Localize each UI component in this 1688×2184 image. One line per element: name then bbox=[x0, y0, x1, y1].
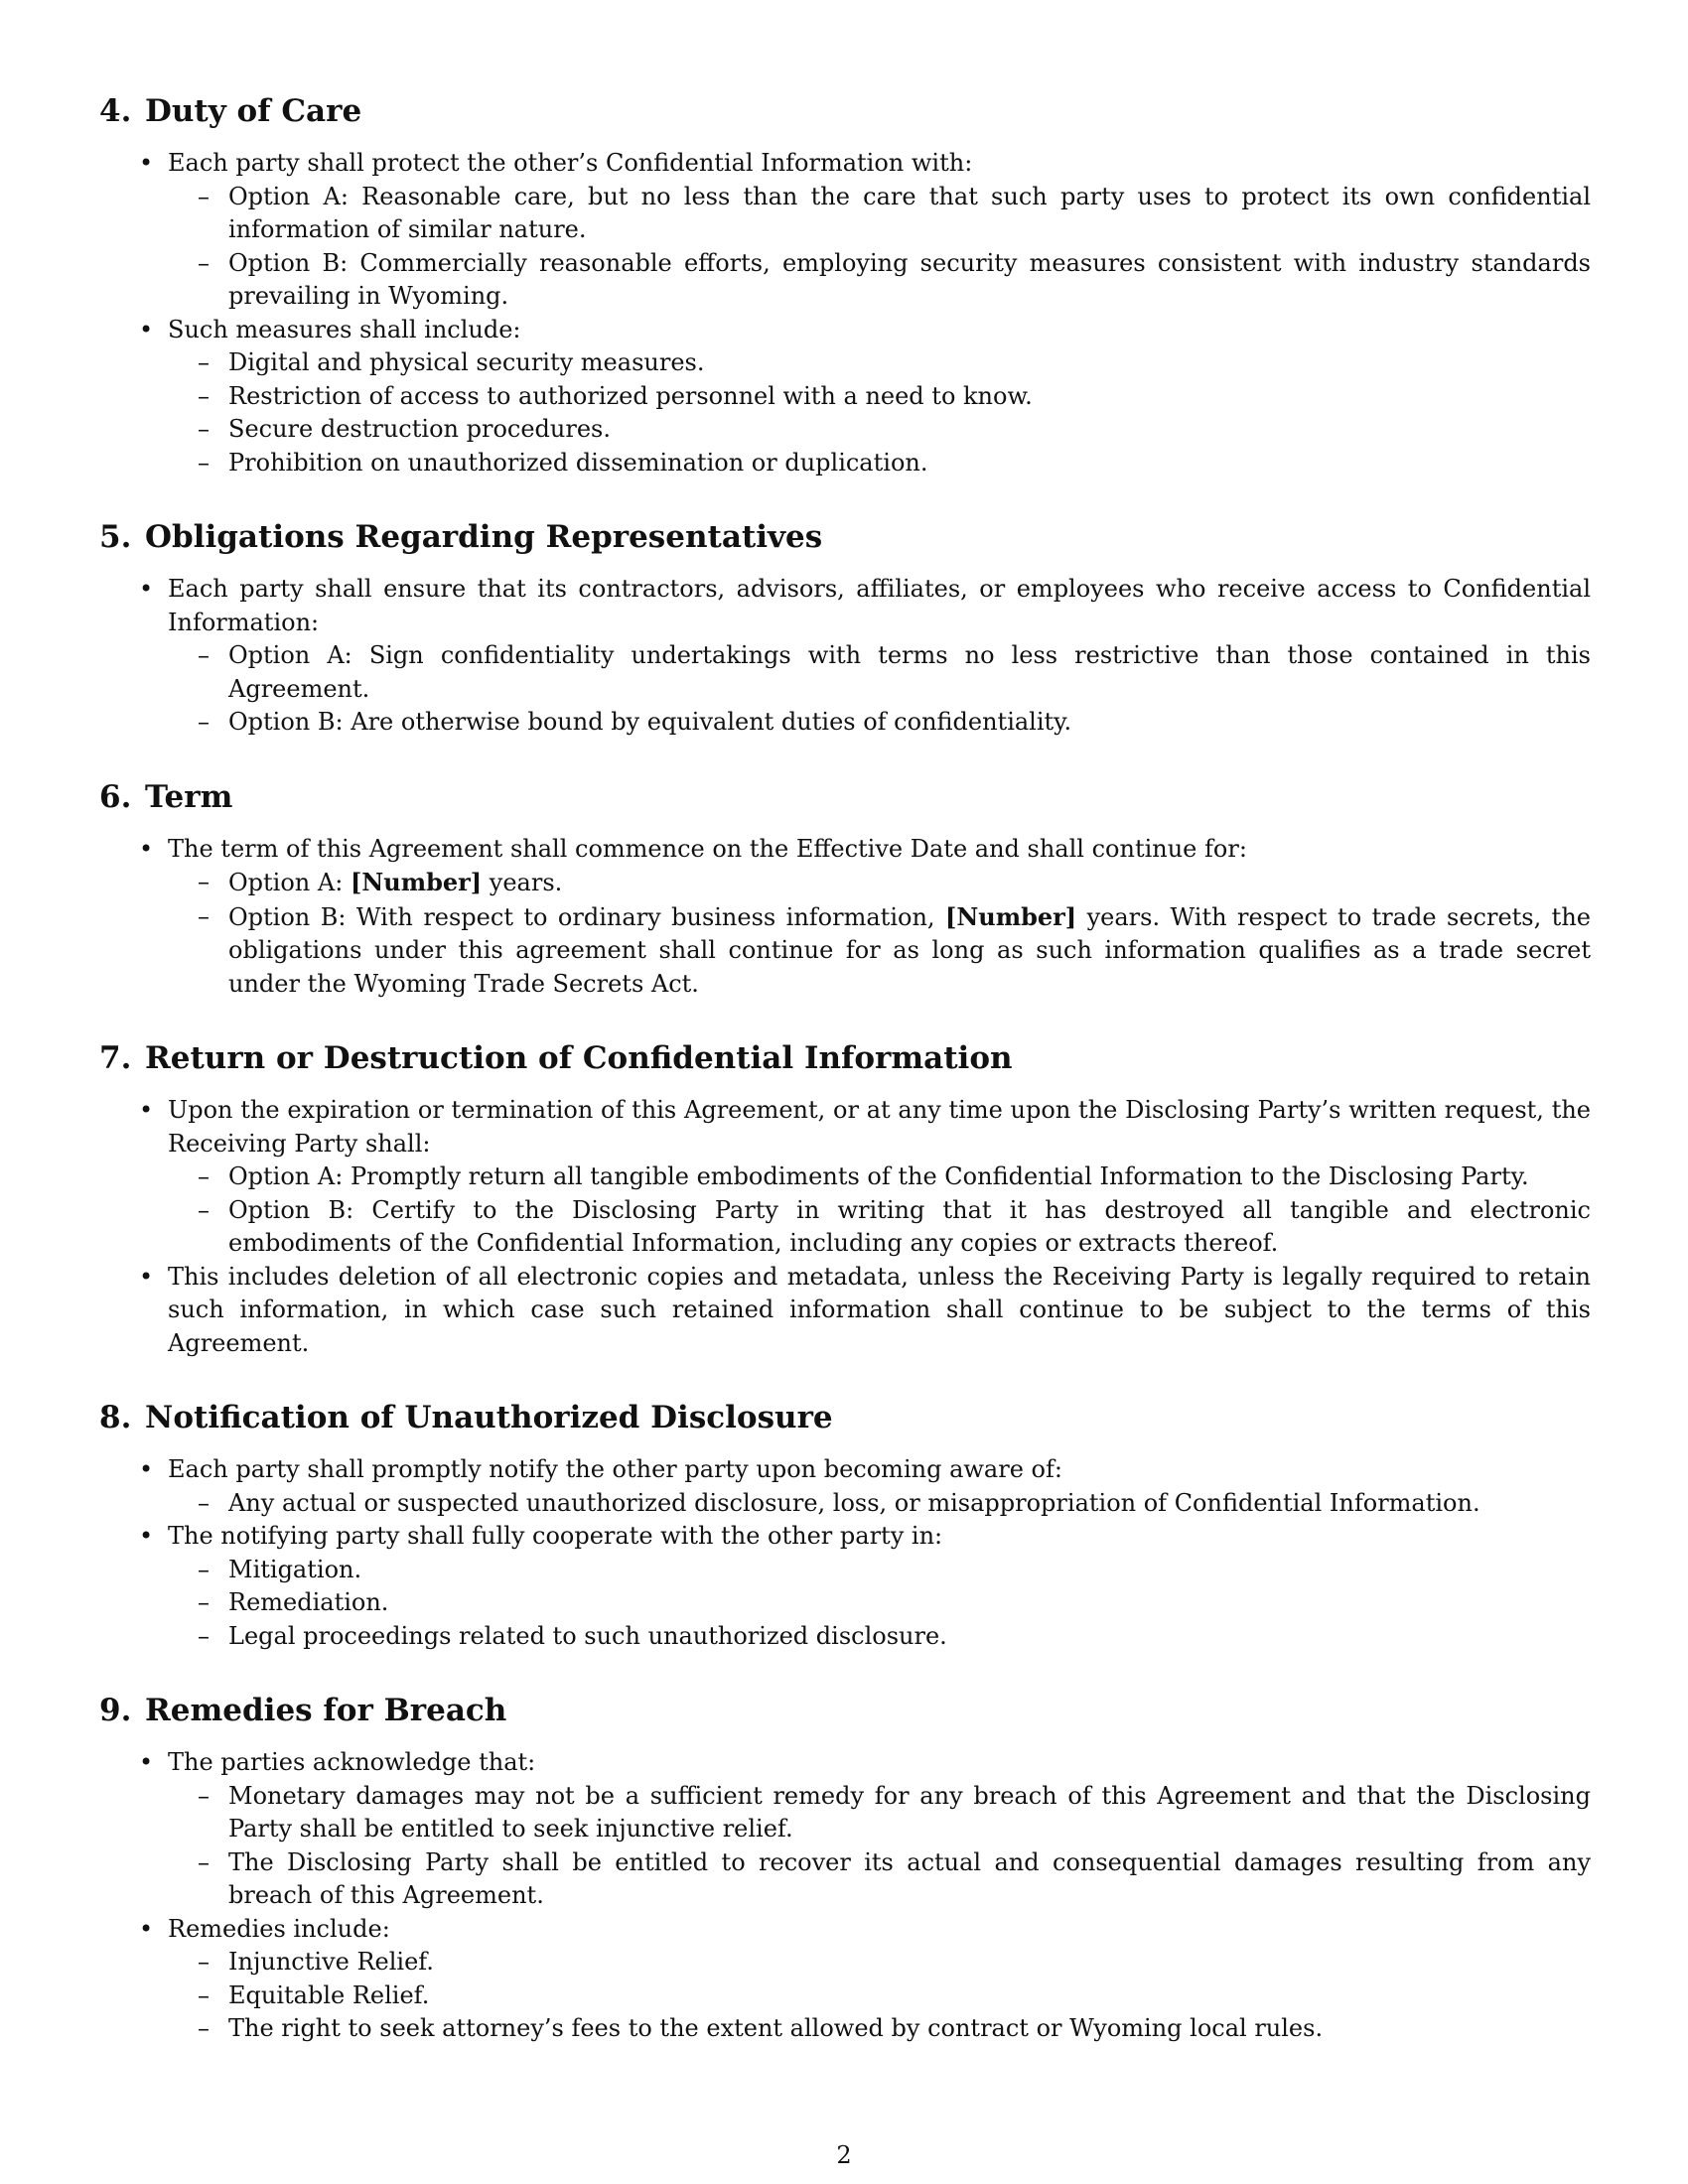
sub-list bbox=[168, 639, 1591, 740]
sub-text: Secure destruction procedures. bbox=[228, 415, 611, 443]
sub-item bbox=[168, 1979, 1591, 2013]
sub-text: years. With respect to trade secrets, the obligations under this agreement shall continue for as long as such information qualifies as a trade secret under the Wyoming Trade Secrets Act. bbox=[228, 902, 1591, 998]
bullet-item bbox=[99, 1261, 1591, 1361]
section-heading bbox=[99, 517, 1591, 557]
sub-list bbox=[168, 181, 1591, 314]
page-number: 2 bbox=[836, 2141, 852, 2169]
sub-text: Option A: Promptly return all tangible embodiments of the Confidential Information to the Disclosing Party. bbox=[228, 1162, 1529, 1190]
bullet-text: The parties acknowledge that: bbox=[168, 1748, 536, 1776]
bullet-icon: • bbox=[139, 1914, 154, 1943]
dash-icon: – bbox=[198, 1555, 210, 1583]
section-number: 6. bbox=[99, 778, 132, 815]
sub-text: Mitigation. bbox=[228, 1555, 362, 1583]
sub-text: Option B: Certify to the Disclosing Party in writing that it has destroyed all tangible and electronic embodiments of the Confidential Information, including any copies or extracts thereof. bbox=[228, 1195, 1591, 1257]
bullet-list bbox=[99, 1094, 1591, 1360]
sub-list bbox=[168, 1780, 1591, 1913]
section-heading bbox=[99, 91, 1591, 131]
dash-icon: – bbox=[198, 641, 210, 669]
section-9 bbox=[99, 1691, 1591, 2046]
section-title: Obligations Regarding Representatives bbox=[145, 519, 823, 555]
placeholder-number: [Number] bbox=[350, 868, 483, 896]
section-heading bbox=[99, 1398, 1591, 1437]
sub-list bbox=[168, 866, 1591, 1001]
sub-item bbox=[168, 413, 1591, 447]
bullet-list bbox=[99, 833, 1591, 1002]
sub-text: Option A: bbox=[228, 869, 351, 896]
sub-item bbox=[168, 866, 1591, 900]
bullet-list bbox=[99, 1746, 1591, 2046]
sub-item bbox=[168, 1620, 1591, 1654]
dash-icon: – bbox=[198, 1948, 210, 1976]
dash-icon: – bbox=[198, 1781, 210, 1810]
bullet-item bbox=[99, 1913, 1591, 2046]
sub-text: Monetary damages may not be a sufficient remedy for any breach of this Agreement and that the Disclosing Party shall be entitled to seek injunctive relief. bbox=[228, 1781, 1591, 1843]
sub-item bbox=[168, 1780, 1591, 1846]
sub-item bbox=[168, 1554, 1591, 1587]
sub-text: Any actual or suspected unauthorized disclosure, loss, or misappropriation of Confidential Information. bbox=[228, 1488, 1480, 1517]
sub-text: Equitable Relief. bbox=[228, 1980, 430, 2009]
sub-item bbox=[168, 1487, 1591, 1521]
sub-list bbox=[168, 1554, 1591, 1654]
bullet-item bbox=[99, 573, 1591, 740]
bullet-text: Each party shall promptly notify the other party upon becoming aware of: bbox=[168, 1455, 1062, 1483]
bullet-item bbox=[99, 147, 1591, 314]
section-heading bbox=[99, 1691, 1591, 1730]
sub-text: Option B: Are otherwise bound by equivalent duties of confidentiality. bbox=[228, 708, 1072, 736]
sub-text: Remediation. bbox=[228, 1588, 389, 1616]
dash-icon: – bbox=[198, 448, 210, 477]
bullet-item bbox=[99, 1746, 1591, 1913]
document-body bbox=[99, 91, 1591, 2084]
section-7 bbox=[99, 1038, 1591, 1360]
bullet-icon: • bbox=[139, 1262, 154, 1291]
bullet-text: This includes deletion of all electronic copies and metadata, unless the Receiving Party is legally required to retain such information, in which case such retained information shall continue to be subject to the terms of this Agreement. bbox=[168, 1262, 1591, 1357]
bullet-item bbox=[99, 1520, 1591, 1653]
dash-icon: – bbox=[198, 1980, 210, 2009]
bullet-text: Such measures shall include: bbox=[168, 315, 521, 343]
section-heading bbox=[99, 777, 1591, 817]
dash-icon: – bbox=[198, 1588, 210, 1616]
dash-icon: – bbox=[198, 415, 210, 443]
bullet-item bbox=[99, 1094, 1591, 1261]
section-title: Return or Destruction of Confidential Information bbox=[145, 1040, 1013, 1076]
sub-item bbox=[168, 639, 1591, 706]
sub-list bbox=[168, 1946, 1591, 2046]
sub-text: Prohibition on unauthorized dissemination or duplication. bbox=[228, 448, 928, 477]
bullet-item bbox=[99, 833, 1591, 1002]
dash-icon: – bbox=[198, 708, 210, 736]
sub-list bbox=[168, 1160, 1591, 1261]
sub-text: Legal proceedings related to such unauthorized disclosure. bbox=[228, 1621, 947, 1650]
section-heading bbox=[99, 1038, 1591, 1078]
placeholder-number: [Number] bbox=[944, 901, 1077, 931]
bullet-icon: • bbox=[139, 149, 154, 177]
bullet-list bbox=[99, 573, 1591, 740]
dash-icon: – bbox=[198, 1621, 210, 1650]
sub-text: The right to seek attorney’s fees to the extent allowed by contract or Wyoming local rules. bbox=[228, 2014, 1324, 2042]
section-6 bbox=[99, 777, 1591, 1002]
dash-icon: – bbox=[198, 1195, 210, 1224]
sub-text: Restriction of access to authorized personnel with a need to know. bbox=[228, 381, 1033, 410]
section-5 bbox=[99, 517, 1591, 740]
sub-item bbox=[168, 706, 1591, 740]
sub-text: Injunctive Relief. bbox=[228, 1948, 434, 1976]
section-number: 9. bbox=[99, 1693, 132, 1728]
bullet-text: Upon the expiration or termination of this Agreement, or at any time upon the Disclosing Party’s written request, the Receiving Party shall: bbox=[168, 1096, 1591, 1158]
dash-icon: – bbox=[198, 1847, 210, 1876]
sub-text: Option B: With respect to ordinary business information, bbox=[228, 902, 945, 931]
sub-text: Option B: Commercially reasonable efforts, employing security measures consistent with industry standards prevailing in Wyoming. bbox=[228, 248, 1591, 310]
bullet-icon: • bbox=[139, 315, 154, 343]
sub-text: The Disclosing Party shall be entitled to recover its actual and consequential damages resulting from any breach of this Agreement. bbox=[228, 1847, 1591, 1909]
section-8 bbox=[99, 1398, 1591, 1653]
bullet-text: Each party shall ensure that its contractors, advisors, affiliates, or employees who receive access to Confidential Information: bbox=[168, 575, 1591, 636]
dash-icon: – bbox=[198, 2014, 210, 2042]
bullet-list bbox=[99, 1453, 1591, 1653]
dash-icon: – bbox=[198, 248, 210, 277]
sub-item bbox=[168, 1194, 1591, 1261]
dash-icon: – bbox=[198, 182, 210, 210]
sub-item bbox=[168, 447, 1591, 480]
section-title: Remedies for Breach bbox=[145, 1693, 507, 1728]
bullet-icon: • bbox=[139, 834, 154, 863]
dash-icon: – bbox=[198, 348, 210, 376]
section-title: Notification of Unauthorized Disclosure bbox=[145, 1400, 833, 1435]
dash-icon: – bbox=[198, 901, 210, 930]
section-number: 4. bbox=[99, 93, 132, 129]
sub-text: Option A: Sign confidentiality undertakings with terms no less restrictive than those contained in this Agreement. bbox=[228, 641, 1591, 703]
bullet-icon: • bbox=[139, 1455, 154, 1483]
dash-icon: – bbox=[198, 1162, 210, 1190]
dash-icon: – bbox=[198, 868, 210, 895]
sub-item bbox=[168, 1946, 1591, 1979]
bullet-icon: • bbox=[139, 575, 154, 603]
sub-list bbox=[168, 346, 1591, 479]
bullet-list bbox=[99, 147, 1591, 479]
section-number: 5. bbox=[99, 519, 132, 555]
sub-text: years. bbox=[482, 869, 563, 896]
bullet-item bbox=[99, 1453, 1591, 1520]
sub-item bbox=[168, 1846, 1591, 1913]
bullet-text: The notifying party shall fully cooperate with the other party in: bbox=[168, 1522, 943, 1550]
sub-list bbox=[168, 1487, 1591, 1521]
bullet-text: Remedies include: bbox=[168, 1914, 390, 1943]
bullet-text: Each party shall protect the other’s Confidential Information with: bbox=[168, 149, 973, 177]
sub-item bbox=[168, 900, 1591, 1002]
bullet-icon: • bbox=[139, 1522, 154, 1550]
bullet-text: The term of this Agreement shall commence on the Effective Date and shall continue for: bbox=[168, 834, 1247, 863]
section-title: Duty of Care bbox=[145, 93, 362, 129]
sub-text: Digital and physical security measures. bbox=[228, 348, 705, 376]
sub-item bbox=[168, 181, 1591, 247]
sub-item bbox=[168, 2012, 1591, 2046]
dash-icon: – bbox=[198, 381, 210, 410]
sub-item bbox=[168, 1586, 1591, 1620]
sub-item bbox=[168, 1160, 1591, 1194]
section-title: Term bbox=[145, 778, 233, 815]
sub-item bbox=[168, 380, 1591, 414]
section-4 bbox=[99, 91, 1591, 479]
bullet-item bbox=[99, 314, 1591, 480]
section-number: 7. bbox=[99, 1040, 132, 1076]
sub-item bbox=[168, 247, 1591, 314]
sub-item bbox=[168, 346, 1591, 380]
sub-text: Option A: Reasonable care, but no less than the care that such party uses to protect its own confidential information of similar nature. bbox=[228, 182, 1591, 243]
bullet-icon: • bbox=[139, 1096, 154, 1124]
dash-icon: – bbox=[198, 1488, 210, 1517]
bullet-icon: • bbox=[139, 1748, 154, 1776]
section-number: 8. bbox=[99, 1400, 132, 1435]
